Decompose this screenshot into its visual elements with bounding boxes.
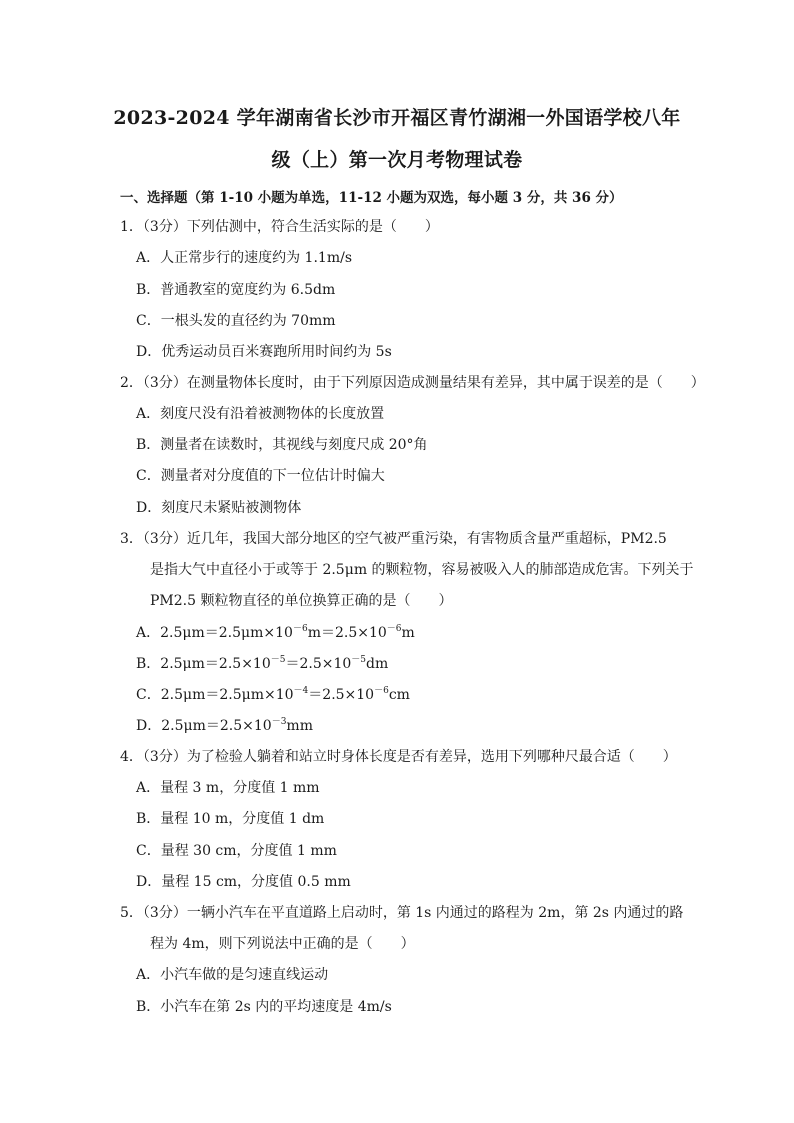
- exam-title-line-2: 级（上）第一次月考物理试卷: [271, 149, 523, 171]
- option-letter: A．: [136, 625, 161, 641]
- expression-part: cm: [388, 687, 410, 703]
- expression-part: 2.5μm＝2.5μm×10: [160, 625, 293, 641]
- question-5-stem-line-2: 程为 4m，则下列说法中正确的是（ ）: [150, 936, 415, 952]
- expression-part: 2.5μm＝2.5μm×10: [160, 687, 294, 703]
- question-4-option-b: B．量程 10 m，分度值 1 dm: [136, 811, 325, 827]
- question-3-option-a: [136, 624, 415, 642]
- expression-part: m＝2.5×10: [307, 625, 387, 641]
- question-3-stem-line-1: 3．（3分）近几年，我国大部分地区的空气被严重污染，有害物质含量严重超标，PM2.5: [120, 531, 667, 547]
- expression-part: 2.5μm＝2.5×10: [160, 656, 271, 672]
- expression-part: mm: [286, 718, 313, 734]
- question-2-option-b: B．测量者在读数时，其视线与刻度尺成 20°角: [136, 437, 428, 453]
- question-3-option-d: [136, 717, 313, 735]
- question-1-option-b: B．普通教室的宽度约为 6.5dm: [136, 282, 336, 298]
- question-3-stem-line-3: PM2.5 颗粒物直径的单位换算正确的是（ ）: [150, 593, 453, 609]
- option-letter: C．: [136, 687, 161, 703]
- question-4-option-a: A．量程 3 m，分度值 1 mm: [136, 780, 320, 796]
- question-2-option-d: D．刻度尺未紧贴被测物体: [136, 500, 302, 516]
- question-1-option-c: C．一根头发的直径约为 70mm: [136, 313, 336, 329]
- exponent: －5: [351, 655, 367, 665]
- question-4-option-d: D．量程 15 cm，分度值 0.5 mm: [136, 874, 351, 890]
- expression-part: dm: [366, 656, 389, 672]
- exponent: －4: [293, 686, 309, 696]
- question-1-stem: 1．（3分）下列估测中，符合生活实际的是（ ）: [120, 219, 439, 235]
- option-letter: B．: [136, 656, 161, 672]
- question-5-option-b: B．小汽车在第 2s 内的平均速度是 4m/s: [136, 999, 392, 1015]
- question-3-stem-line-2: 是指大气中直径小于或等于 2.5μm 的颗粒物，容易被吸入人的肺部造成危害。下列关于: [150, 562, 694, 578]
- question-5-option-a: A．小汽车做的是匀速直线运动: [136, 967, 329, 983]
- exponent: －6: [374, 686, 389, 696]
- question-3-option-b: [136, 655, 388, 673]
- exponent: －3: [271, 717, 287, 727]
- section-heading-choice: 一、选择题（第 1-10 小题为单选，11-12 小题为双选，每小题 3 分，共 36 分）: [120, 190, 623, 206]
- question-2-option-a: A．刻度尺没有沿着被测物体的长度放置: [136, 406, 385, 422]
- question-1-option-a: A．人正常步行的速度约为 1.1m/s: [136, 250, 353, 266]
- question-2-stem: 2．（3分）在测量物体长度时，由于下列原因造成测量结果有差异，其中属于误差的是（ ）: [120, 375, 705, 391]
- exponent: －5: [270, 655, 286, 665]
- expression-part: m: [401, 625, 415, 641]
- expression-part: ＝2.5×10: [308, 687, 375, 703]
- question-4-stem: 4．（3分）为了检验人躺着和站立时身体长度是否有差异，选用下列哪种尺最合适（ ）: [120, 749, 677, 765]
- exam-title-line-1: 2023-2024 学年湖南省长沙市开福区青竹湖湘一外国语学校八年: [113, 107, 681, 129]
- question-4-option-c: C．量程 30 cm，分度值 1 mm: [136, 843, 337, 859]
- expression-part: ＝2.5×10: [285, 656, 352, 672]
- expression-part: 2.5μm＝2.5×10: [161, 718, 272, 734]
- option-letter: D．: [136, 718, 162, 734]
- question-5-stem-line-1: 5．（3分）一辆小汽车在平直道路上启动时，第 1s 内通过的路程为 2m，第 2s 内通过的路: [120, 905, 684, 921]
- question-1-option-d: D．优秀运动员百米赛跑所用时间约为 5s: [136, 344, 392, 360]
- exponent: －6: [386, 624, 402, 634]
- question-2-option-c: C．测量者对分度值的下一位估计时偏大: [136, 468, 385, 484]
- question-3-option-c: [136, 686, 410, 704]
- exponent: －6: [292, 624, 308, 634]
